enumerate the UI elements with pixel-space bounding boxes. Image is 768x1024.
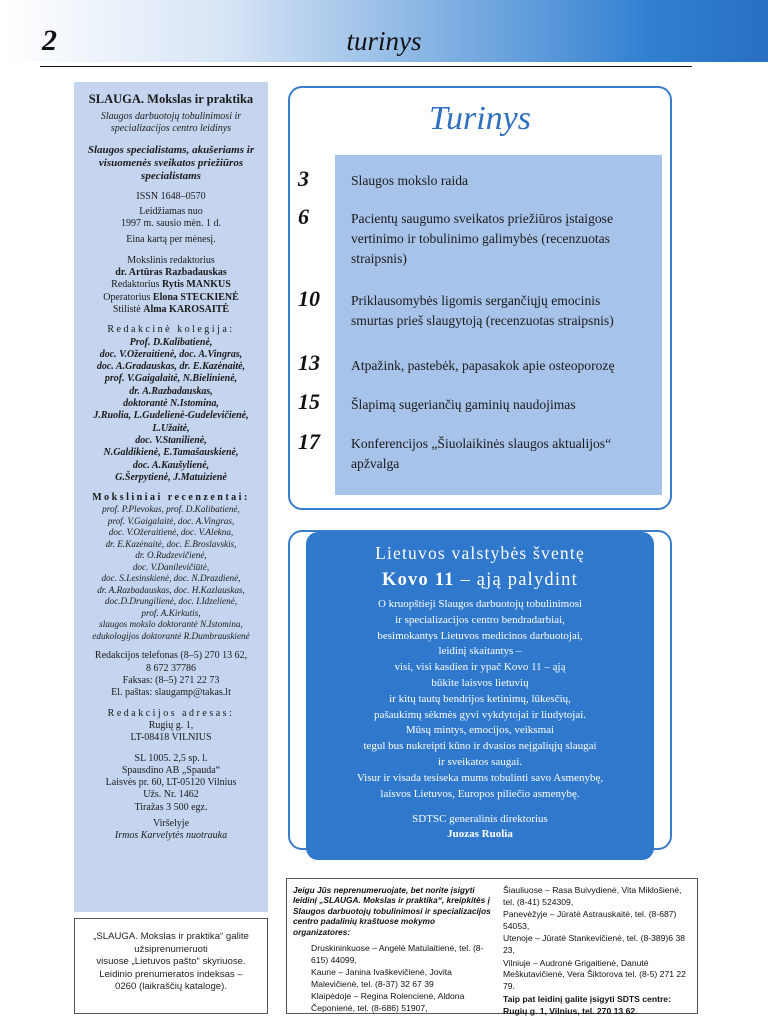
contact-item: Šiauliuose – Rasa Buivydienė, Vita Miklošienė, tel. (8-41) 524309, [503, 885, 682, 907]
contact-item: Kaune – Janina Ivaškevičienė, Jovita Malevičienė, tel. (8-37) 32 67 39 [311, 967, 452, 989]
frequency: Eina kartą per mėnesį. [126, 234, 216, 246]
sci-editor-role: Mokslinis redaktorius [127, 254, 215, 266]
toc-page-number: 6 [298, 204, 309, 229]
address-heading: Redakcijos adresas: [107, 707, 235, 719]
issn: ISSN 1648–0570 [136, 190, 206, 202]
cover-heading: Viršelyje [152, 817, 190, 829]
center-purchase-note: Taip pat leidinį galite įsigyti SDTS centre: Rugių g. 1, Vilnius, tel. 270 13 62. [503, 994, 671, 1016]
print-info: SL 1005. 2,5 sp. l. Spausdino AB „Spauda“ Laisvės pr. 60, LT-05120 Vilnius Užs. Nr. 1462 Tiražas 3 500 egz. [105, 752, 237, 813]
contact-item: Panevėžyje – Jūratė Astrauskaitė, tel. (8-687) 54053, [503, 909, 677, 931]
holiday-title: Lietuvos valstybės šventę [375, 543, 585, 563]
page-number: 2 [42, 24, 57, 57]
header-rule [40, 66, 692, 67]
sci-editor: dr. Artūras Razbadauskas [115, 267, 227, 279]
since-date: 1997 m. sausio mėn. 1 d. [121, 218, 221, 230]
toc-page-number: 3 [298, 166, 309, 191]
cover-credit: Irmos Karvelytės nuotrauka [114, 830, 228, 842]
distribution-lead: Jeigu Jūs neprenumeruojate, bet norite įsigyti leidinį „SLAUGA. Mokslas ir praktika“, kreipkitės į Slaugos darbuotojų tobulinimosi ir specializacijos centro padalinių kraštuose mokymo organizatores: [293, 885, 491, 937]
contact-item: Druskininkuose – Angelė Matulaitienė, tel. (8-615) 44099, [311, 943, 484, 965]
audience: Slaugos specialistams, akušeriams ir visuomenės sveikatos priežiūros specialistams [87, 143, 255, 182]
publisher: Slaugos darbuotojų tobulinimosi ir specializacijos centro leidinys [100, 111, 242, 135]
toc-page-number: 13 [298, 350, 320, 375]
reviewers-list: prof. P.Plevokas, prof. D.Kalibatienė, prof. V.Gaigalaitė, doc. A.Vingras, doc. V.Ožeraitienė, doc. V.Alekna, dr. E.Kazėnaitė, doc. E.Broslavskis, dr. O.Rudzevičienė, doc. V.Danilevičiūtė, doc. S.Lesinskienė, doc. N.Drazdienė, dr. A.Razbadauskas, doc. H.Kazlauskas, doc.D.Drungilienė, doc. I.Idzelienė, prof. A.Kirkutis, slaugos mokslo doktorantė N.Istomina, edukologijos doktorantė R.Dumbrauskienė [92, 504, 250, 641]
toc-page-number: 17 [298, 429, 320, 454]
toc-title: Turinys [428, 100, 532, 137]
holiday-subtitle: Kovo 11 – ąją palydint [382, 570, 578, 590]
contacts: Redakcijos telefonas (8–5) 270 13 62, 8 672 37786 Faksas: (8–5) 271 22 73 El. paštas: slaugamp@takas.lt [94, 650, 248, 699]
toc-entry[interactable]: Priklausomybės ligomis sergančiųjų emocinis smurtas prieš slaugytoją (recenzuotas straipsnis) [351, 293, 614, 328]
distribution-left [293, 885, 493, 1016]
distribution-right [503, 885, 693, 1018]
toc-entry[interactable]: Konferencijos „Šiuolaikinės slaugos aktualijos“ apžvalga [351, 436, 612, 471]
distribution-box [286, 878, 698, 1014]
operator-line: Operatorius Elona STECKIENĖ [103, 291, 239, 303]
reviewers-heading: Moksliniai recenzentai: [92, 492, 250, 504]
toc-entry[interactable]: Atpažink, pastebėk, papasakok apie osteoporozę [351, 358, 615, 373]
subscription-box: „SLAUGA. Mokslas ir praktika“ galite užsiprenumeruoti visuose „Lietuvos pašto“ skyriuose. Leidinio prenumeratos indeksas – 0260 (laikraščių kataloge). [74, 918, 268, 1014]
masthead-panel [74, 82, 268, 912]
toc-entry[interactable]: Slaugos mokslo raida [351, 173, 469, 188]
contact-item: Klaipėdoje – Regina Rolencienė, Aldona Čeponienė, tel. (8-686) 51907, [311, 991, 465, 1013]
toc-entry[interactable]: Šlapimą sugeriančių gaminių naudojimas [351, 397, 576, 412]
board-list: Prof. D.Kalibatienė, doc. V.Ožeraitienė, doc. A.Vingras, doc. A.Gradauskas, dr. E.Kazėnaitė, prof. V.Gaigalaitė, N.Bielinienė, dr. A.Razbadauskas, doktorantė N.Istomina, J.Ruolia, L.Gudelienė-Gudelevičienė, L.Užaitė, doc. V.Stanilienė, N.Galdikienė, E.Tamašauskienė, doc. A.Kaušylienė, G.Šerpytienė, J.Matuizienė [93, 336, 249, 483]
contact-item: Vilniuje – Audronė Grigaitienė, Danutė Meškutavičienė, Vera Šiktorova tel. (8-5) 271 22 79. [503, 957, 686, 991]
magazine-title: SLAUGA. Mokslas ir praktika [88, 92, 254, 106]
contact-item: Utenoje – Jūratė Stankevičienė, tel. (8-389)6 38 23, [503, 933, 686, 955]
holiday-card [306, 532, 654, 860]
toc-page-number: 10 [298, 286, 320, 311]
stylist-line: Stilistė Alma KAROSAITĖ [112, 303, 230, 315]
address: Rugių g. 1, LT-08418 VILNIUS [130, 719, 212, 744]
board-heading: Redakcinė kolegija: [107, 324, 235, 336]
editor-line: Redaktorius Rytis MANKUS [111, 279, 231, 291]
section-title: turinys [346, 26, 422, 56]
holiday-signature: SDTSC generalinis direktorius Juozas Ruolia [412, 813, 548, 841]
holiday-greeting: O kruopštieji Slaugos darbuotojų tobulinimosi ir specializacijos centro bendradarbiai, besimokantys Lietuvos medicinos darbuotojai, leidinį skaitantys – visi, visi kasdien ir ypač Kovo 11 – ąją būkite laisvos lietuvių ir kitų tautų bendrijos ketinimų, lūkesčių, pašaukimų sėkmės gyvi vykdytojai ir liudytojai. Mūsų mintys, emocijos, veiksmai tegul bus nukreipti kūno ir dvasios neįgaliųjų slaugai ir sveikatos saugai. Visur ir visada tesiseka mums tobulinti savo Asmenybę, laisvos Lietuvos, Europos piliečio asmenybę. [356, 598, 604, 800]
toc-page-number: 15 [298, 389, 320, 414]
toc-entry[interactable]: Pacientų saugumo sveikatos priežiūros įstaigose vertinimo ir tobulinimo galimybės (recenzuotas straipsnis) [351, 211, 614, 266]
since-label: Leidžiamas nuo [139, 205, 203, 217]
